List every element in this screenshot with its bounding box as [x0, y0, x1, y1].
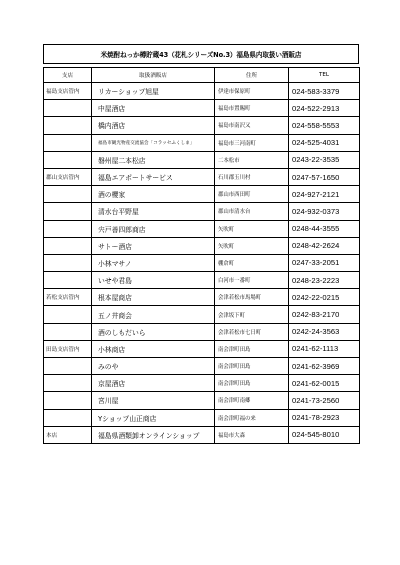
shop-name-cell: 酒のしもだいら: [92, 323, 215, 340]
table-row: [44, 117, 360, 134]
branch-cell: [44, 392, 92, 409]
branch-cell: [44, 151, 92, 168]
table-row: [44, 358, 360, 375]
table-row: [44, 272, 360, 289]
table-row: [44, 237, 360, 254]
shop-name-cell: いせや君島: [92, 272, 215, 289]
branch-cell: 本店: [44, 426, 92, 443]
location-cell: 二本松市: [215, 151, 289, 168]
shop-name-cell: 清水台平野屋: [92, 203, 215, 220]
location-cell: 福島市大森: [215, 426, 289, 443]
branch-cell: 郡山支店管内: [44, 168, 92, 185]
document-sheet: [43, 44, 359, 444]
tel-cell: 0248-23-2223: [289, 272, 360, 289]
tel-cell: 0241-62-0015: [289, 375, 360, 392]
shop-name-cell: リカーショップ旭屋: [92, 83, 215, 100]
branch-cell: [44, 237, 92, 254]
tel-cell: 0247-57-1650: [289, 168, 360, 185]
table-row: [44, 426, 360, 443]
table-row: [44, 409, 360, 426]
table-row: [44, 100, 360, 117]
location-cell: 会津若松市馬場町: [215, 289, 289, 306]
shop-name-cell: 宮川屋: [92, 392, 215, 409]
tel-cell: 0242-24-3563: [289, 323, 360, 340]
shop-name-cell: 宍戸善四郎商店: [92, 220, 215, 237]
table-row: [44, 340, 360, 357]
branch-cell: [44, 186, 92, 203]
location-cell: 南会津町田島: [215, 358, 289, 375]
location-cell: 福島市置賜町: [215, 100, 289, 117]
tel-cell: 0248-42-2624: [289, 237, 360, 254]
table-row: [44, 289, 360, 306]
location-cell: 矢吹町: [215, 220, 289, 237]
location-cell: 福島市三河南町: [215, 134, 289, 151]
retailer-table: [43, 67, 360, 444]
location-cell: 伊達市保原町: [215, 83, 289, 100]
branch-cell: [44, 100, 92, 117]
branch-cell: [44, 323, 92, 340]
shop-name-cell: 中屋酒店: [92, 100, 215, 117]
tel-cell: 0241-73-2560: [289, 392, 360, 409]
table-row: [44, 375, 360, 392]
table-row: [44, 203, 360, 220]
branch-cell: 福島支店管内: [44, 83, 92, 100]
location-cell: 棚倉町: [215, 254, 289, 271]
tel-cell: 0241-78-2923: [289, 409, 360, 426]
shop-name-cell: 酒の櫻家: [92, 186, 215, 203]
tel-cell: 024-525-4031: [289, 134, 360, 151]
branch-cell: [44, 220, 92, 237]
tel-cell: 024-932-0373: [289, 203, 360, 220]
location-cell: 石川郡玉川村: [215, 168, 289, 185]
tel-cell: 0242-83-2170: [289, 306, 360, 323]
table-row: [44, 323, 360, 340]
branch-cell: [44, 358, 92, 375]
shop-name-cell: 五ノ井商会: [92, 306, 215, 323]
tel-cell: 024-522-2913: [289, 100, 360, 117]
table-row: [44, 134, 360, 151]
table-row: [44, 306, 360, 323]
location-cell: 南会津町福の来: [215, 409, 289, 426]
table-row: [44, 186, 360, 203]
shop-name-cell: Yショップ山正商店: [92, 409, 215, 426]
header-tel: TEL: [289, 68, 360, 83]
location-cell: 福島市南沢又: [215, 117, 289, 134]
shop-name-cell: サトー酒店: [92, 237, 215, 254]
location-cell: 白河市一番町: [215, 272, 289, 289]
table-header-row: [44, 68, 360, 83]
location-cell: 会津坂下町: [215, 306, 289, 323]
branch-cell: 若松支店管内: [44, 289, 92, 306]
shop-name-cell: 磐州屋二本松店: [92, 151, 215, 168]
header-branch: 支店: [44, 68, 92, 83]
branch-cell: [44, 306, 92, 323]
branch-cell: [44, 117, 92, 134]
location-cell: 会津若松市七日町: [215, 323, 289, 340]
table-row: [44, 254, 360, 271]
location-cell: 南会津町田島: [215, 375, 289, 392]
location-cell: 南会津町田島: [215, 340, 289, 357]
branch-cell: [44, 409, 92, 426]
branch-cell: [44, 134, 92, 151]
shop-name-cell: 根本屋商店: [92, 289, 215, 306]
tel-cell: 0242-22-0215: [289, 289, 360, 306]
tel-cell: 024-583-3379: [289, 83, 360, 100]
shop-name-cell: 京屋酒店: [92, 375, 215, 392]
table-row: [44, 392, 360, 409]
table-row: [44, 220, 360, 237]
tel-cell: 0241-62-1113: [289, 340, 360, 357]
tel-cell: 0243-22-3535: [289, 151, 360, 168]
shop-name-cell: 橋内酒店: [92, 117, 215, 134]
tel-cell: 0241-62-3969: [289, 358, 360, 375]
page-title: 米焼酎ねっか樽貯蔵43（花札シリーズNo.3）福島県内取扱い酒販店: [43, 44, 359, 64]
shop-name-cell: 小林商店: [92, 340, 215, 357]
tel-cell: 024-545-8010: [289, 426, 360, 443]
shop-name-cell: 福島市観光物産交流協会「コラッセふくしま」: [92, 134, 215, 151]
table-row: [44, 83, 360, 100]
location-cell: 郡山市清水台: [215, 203, 289, 220]
tel-cell: 024-558-5553: [289, 117, 360, 134]
branch-cell: [44, 272, 92, 289]
shop-name-cell: 福島県酒類卸オンラインショップ: [92, 426, 215, 443]
header-location: 住所: [215, 68, 289, 83]
shop-name-cell: 福島エアポートサービス: [92, 168, 215, 185]
branch-cell: 田島支店管内: [44, 340, 92, 357]
shop-name-cell: 小林マサノ: [92, 254, 215, 271]
branch-cell: [44, 254, 92, 271]
branch-cell: [44, 375, 92, 392]
location-cell: 郡山市西田町: [215, 186, 289, 203]
tel-cell: 024-927-2121: [289, 186, 360, 203]
tel-cell: 0248-44-3555: [289, 220, 360, 237]
header-shop: 取扱酒販店: [92, 68, 215, 83]
tel-cell: 0247-33-2051: [289, 254, 360, 271]
shop-name-cell: みのや: [92, 358, 215, 375]
table-row: [44, 151, 360, 168]
location-cell: 南会津町南郷: [215, 392, 289, 409]
branch-cell: [44, 203, 92, 220]
location-cell: 矢吹町: [215, 237, 289, 254]
table-row: [44, 168, 360, 185]
